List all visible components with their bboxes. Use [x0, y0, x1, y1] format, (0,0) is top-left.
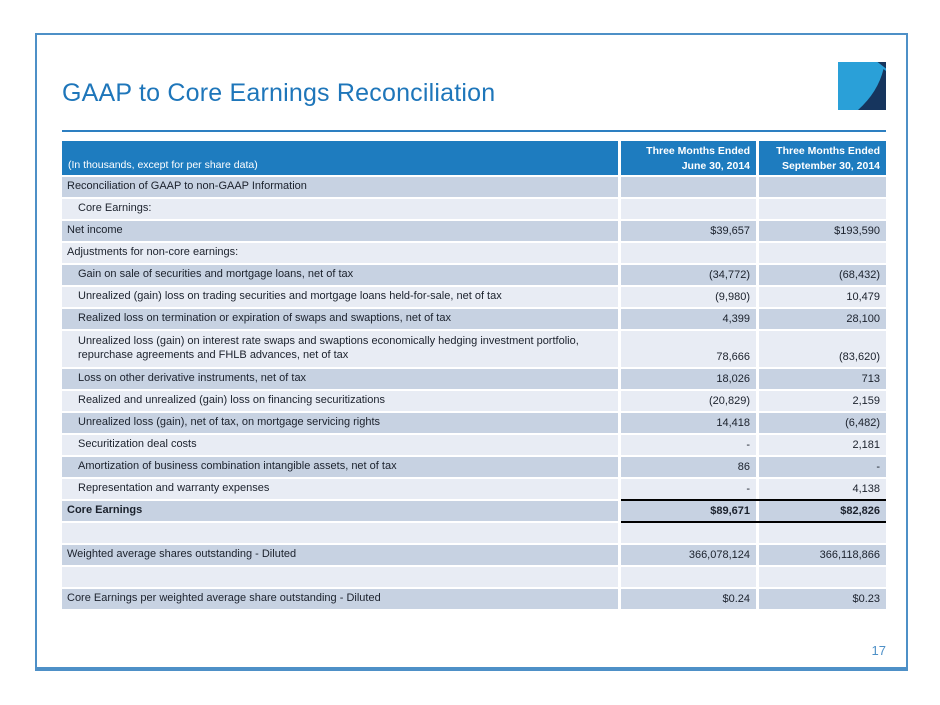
row-label: Amortization of business combination intangible assets, net of tax	[62, 457, 618, 477]
row-label: Representation and warranty expenses	[62, 479, 618, 499]
table-row	[62, 331, 886, 369]
value-cell-september	[759, 199, 886, 219]
table-row	[62, 243, 886, 265]
value-cell-june: -	[621, 435, 756, 455]
row-label: Realized loss on termination or expiration of swaps and swaptions, net of tax	[62, 309, 618, 329]
value-cell-september: 713	[759, 369, 886, 389]
value-cell-june: (34,772)	[621, 265, 756, 285]
column-header-line2: June 30, 2014	[681, 159, 750, 172]
row-values	[621, 265, 886, 285]
row-label: Unrealized loss (gain), net of tax, on mortgage servicing rights	[62, 413, 618, 433]
value-cell-june: 18,026	[621, 369, 756, 389]
value-cell-september: (6,482)	[759, 413, 886, 433]
row-values	[621, 287, 886, 307]
row-label: Adjustments for non-core earnings:	[62, 243, 618, 263]
row-label: Core Earnings:	[62, 199, 618, 219]
row-values	[621, 243, 886, 263]
table-note: (In thousands, except for per share data)	[62, 141, 618, 175]
table-row	[62, 199, 886, 221]
value-cell-september	[759, 523, 886, 543]
row-label: Net income	[62, 221, 618, 241]
value-cell-september	[759, 177, 886, 197]
row-label: Weighted average shares outstanding - Diluted	[62, 545, 618, 565]
row-label	[62, 523, 618, 543]
value-cell-september: 28,100	[759, 309, 886, 329]
table-row	[62, 457, 886, 479]
company-logo-icon	[838, 62, 886, 110]
table-header-row	[62, 141, 886, 175]
value-cell-september: 10,479	[759, 287, 886, 307]
column-header-line2: September 30, 2014	[781, 159, 880, 172]
table-row	[62, 177, 886, 199]
row-values	[621, 479, 886, 499]
page-title: GAAP to Core Earnings Reconciliation	[62, 79, 496, 107]
slide-frame	[35, 33, 908, 671]
value-cell-september: (68,432)	[759, 265, 886, 285]
title-underline	[62, 130, 886, 132]
row-values	[621, 435, 886, 455]
value-cell-june	[621, 199, 756, 219]
table-row	[62, 479, 886, 501]
row-label: Loss on other derivative instruments, net of tax	[62, 369, 618, 389]
reconciliation-table	[62, 141, 886, 611]
value-cell-june: (9,980)	[621, 287, 756, 307]
row-label: Reconciliation of GAAP to non-GAAP Information	[62, 177, 618, 197]
table-row	[62, 589, 886, 611]
row-values	[621, 309, 886, 329]
value-cell-june: $89,671	[621, 501, 756, 521]
value-cell-june	[621, 523, 756, 543]
value-cell-june: $0.24	[621, 589, 756, 609]
column-header-september	[759, 141, 886, 175]
value-cell-september: -	[759, 457, 886, 477]
row-values	[621, 457, 886, 477]
page-number: 17	[871, 643, 886, 658]
value-cell-september	[759, 243, 886, 263]
row-label: Core Earnings	[62, 501, 618, 521]
value-cell-september: 2,159	[759, 391, 886, 411]
value-cell-june	[621, 177, 756, 197]
table-row	[62, 413, 886, 435]
value-cell-september: 4,138	[759, 479, 886, 499]
row-values	[621, 523, 886, 543]
table-row	[62, 523, 886, 545]
value-cell-june: 4,399	[621, 309, 756, 329]
row-values	[621, 331, 886, 367]
row-values	[621, 589, 886, 609]
row-values	[621, 391, 886, 411]
table-row	[62, 567, 886, 589]
value-cell-june: $39,657	[621, 221, 756, 241]
value-cell-september: $82,826	[759, 501, 886, 521]
table-row	[62, 287, 886, 309]
row-values	[621, 177, 886, 197]
value-cell-june: 78,666	[621, 331, 756, 367]
table-body	[62, 177, 886, 611]
row-values	[621, 501, 886, 521]
table-row	[62, 265, 886, 287]
row-label	[62, 567, 618, 587]
table-row	[62, 369, 886, 391]
value-cell-september: $193,590	[759, 221, 886, 241]
value-cell-june	[621, 243, 756, 263]
row-values	[621, 221, 886, 241]
row-values	[621, 545, 886, 565]
row-label: Unrealized (gain) loss on trading securities and mortgage loans held-for-sale, net of tax	[62, 287, 618, 307]
value-cell-june: 86	[621, 457, 756, 477]
value-cell-june	[621, 567, 756, 587]
value-cell-june: -	[621, 479, 756, 499]
column-header-line1: Three Months Ended	[646, 145, 750, 157]
row-label: Core Earnings per weighted average share outstanding - Diluted	[62, 589, 618, 609]
value-cell-september: $0.23	[759, 589, 886, 609]
row-values	[621, 369, 886, 389]
table-row	[62, 435, 886, 457]
value-cell-september: (83,620)	[759, 331, 886, 367]
row-label: Realized and unrealized (gain) loss on financing securitizations	[62, 391, 618, 411]
row-label: Securitization deal costs	[62, 435, 618, 455]
row-values	[621, 199, 886, 219]
value-cell-september	[759, 567, 886, 587]
value-cell-september: 2,181	[759, 435, 886, 455]
table-row	[62, 221, 886, 243]
column-header-june	[621, 141, 756, 175]
table-row	[62, 391, 886, 413]
value-cell-june: (20,829)	[621, 391, 756, 411]
row-values	[621, 413, 886, 433]
row-label: Unrealized loss (gain) on interest rate swaps and swaptions economically hedging investment portfolio, repurchase agreements and FHLB advances, net of tax	[62, 331, 618, 367]
value-cell-september: 366,118,866	[759, 545, 886, 565]
row-label: Gain on sale of securities and mortgage loans, net of tax	[62, 265, 618, 285]
value-cell-june: 14,418	[621, 413, 756, 433]
table-row	[62, 501, 886, 523]
table-row	[62, 545, 886, 567]
table-row	[62, 309, 886, 331]
row-values	[621, 567, 886, 587]
column-header-line1: Three Months Ended	[776, 145, 880, 157]
value-cell-june: 366,078,124	[621, 545, 756, 565]
